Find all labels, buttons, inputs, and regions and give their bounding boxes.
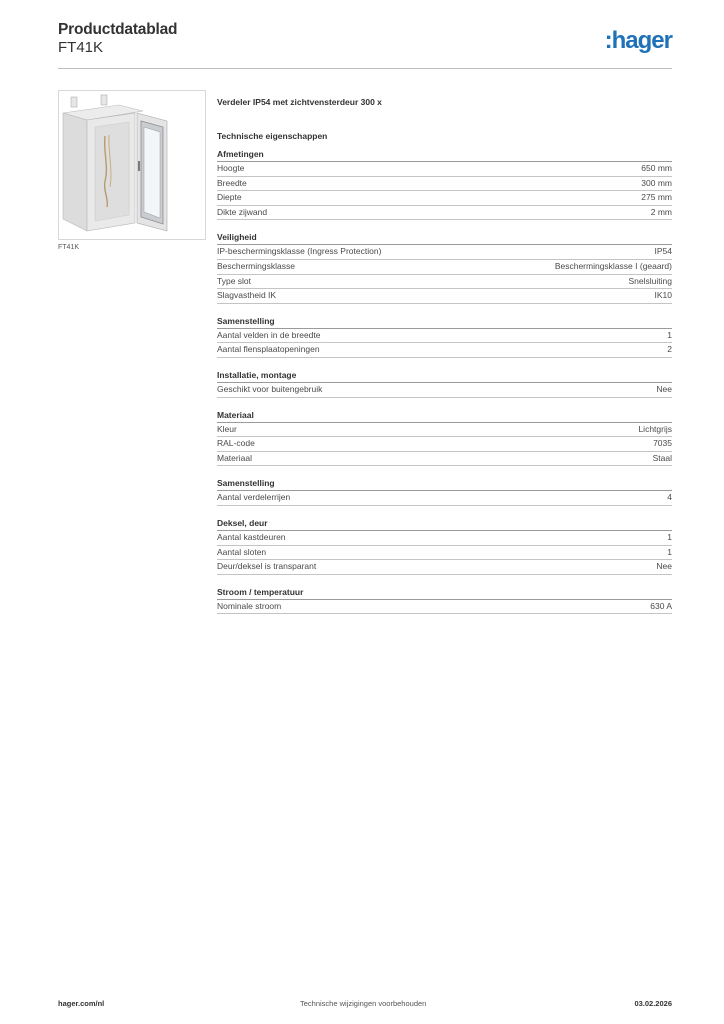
spec-row bbox=[217, 245, 672, 260]
spec-label: Slagvastheid IK bbox=[217, 290, 277, 301]
spec-value: Lichtgrijs bbox=[638, 423, 672, 434]
spec-row bbox=[217, 491, 672, 506]
spec-row bbox=[217, 560, 672, 575]
spec-label: Aantal flensplaatopeningen bbox=[217, 344, 320, 355]
spec-label: Dikte zijwand bbox=[217, 206, 268, 217]
spec-row bbox=[217, 289, 672, 304]
spec-label: Nominale stroom bbox=[217, 600, 282, 611]
enclosure-product-photo-icon bbox=[59, 91, 205, 239]
product-image bbox=[58, 90, 206, 240]
spec-value: Nee bbox=[656, 383, 672, 394]
spec-label: Aantal verdelerrijen bbox=[217, 492, 291, 503]
spec-value: 1 bbox=[667, 531, 672, 542]
spec-label: Beschermingsklasse bbox=[217, 260, 295, 271]
spec-value: 275 mm bbox=[641, 192, 672, 203]
spec-value: 2 mm bbox=[650, 206, 672, 217]
image-caption: FT41K bbox=[58, 244, 80, 251]
hager-logo: :hager bbox=[604, 27, 672, 54]
spec-group-title: Stroom / temperatuur bbox=[217, 586, 672, 600]
spec-value: 2 bbox=[667, 344, 672, 355]
spec-label: RAL-code bbox=[217, 438, 255, 449]
spec-row bbox=[217, 177, 672, 192]
spec-value: 630 A bbox=[650, 600, 672, 611]
spec-content bbox=[217, 96, 672, 614]
spec-row bbox=[217, 531, 672, 546]
spec-label: Materiaal bbox=[217, 452, 252, 463]
spec-group-title: Veiligheid bbox=[217, 231, 672, 245]
spec-row bbox=[217, 329, 672, 344]
spec-label: Type slot bbox=[217, 275, 252, 286]
product-name: Verdeler IP54 met zichtvensterdeur 300 x bbox=[217, 97, 382, 107]
footer-website: hager.com/nl bbox=[58, 999, 105, 1008]
spec-value: 4 bbox=[667, 492, 672, 503]
spec-value: IP54 bbox=[654, 246, 672, 257]
spec-value: IK10 bbox=[654, 290, 672, 301]
spec-row bbox=[217, 260, 672, 275]
spec-value: 300 mm bbox=[641, 177, 672, 188]
spec-value: Snelsluiting bbox=[628, 275, 672, 286]
spec-value: 7035 bbox=[653, 438, 672, 449]
section-title: Technische eigenschappen bbox=[217, 131, 328, 141]
footer-date: 03.02.2026 bbox=[634, 999, 672, 1008]
spec-label: Kleur bbox=[217, 423, 237, 434]
spec-row bbox=[217, 206, 672, 221]
spec-row bbox=[217, 275, 672, 290]
spec-row bbox=[217, 162, 672, 177]
footer-notice: Technische wijzigingen voorbehouden bbox=[300, 999, 427, 1008]
spec-label: Deur/deksel is transparant bbox=[217, 561, 317, 572]
spec-row bbox=[217, 600, 672, 615]
spec-value: 650 mm bbox=[641, 163, 672, 173]
spec-label: IP-beschermingsklasse (Ingress Protection) bbox=[217, 246, 382, 257]
spec-value: Nee bbox=[656, 561, 672, 572]
spec-row bbox=[217, 546, 672, 561]
spec-value: Staal bbox=[652, 452, 672, 463]
spec-row bbox=[217, 452, 672, 467]
spec-group-title: Deksel, deur bbox=[217, 517, 672, 531]
spec-row bbox=[217, 383, 672, 398]
page-title: Productdatablad bbox=[58, 21, 178, 38]
spec-group-title: Samenstelling bbox=[217, 315, 672, 329]
spec-row bbox=[217, 343, 672, 358]
spec-value: 1 bbox=[667, 546, 672, 557]
spec-label: Geschikt voor buitengebruik bbox=[217, 383, 323, 394]
spec-label: Aantal sloten bbox=[217, 546, 267, 557]
spec-label: Breedte bbox=[217, 177, 247, 188]
spec-row bbox=[217, 437, 672, 452]
product-code: FT41K bbox=[58, 39, 104, 56]
spec-row bbox=[217, 423, 672, 438]
spec-group-title: Afmetingen bbox=[217, 148, 672, 162]
spec-label: Aantal velden in de breedte bbox=[217, 329, 321, 340]
spec-group-title: Materiaal bbox=[217, 409, 672, 423]
spec-row bbox=[217, 191, 672, 206]
spec-group-title: Installatie, montage bbox=[217, 369, 672, 383]
spec-label: Diepte bbox=[217, 192, 242, 203]
spec-value: 1 bbox=[667, 329, 672, 340]
spec-group-title: Samenstelling bbox=[217, 477, 672, 491]
spec-groups bbox=[217, 148, 672, 614]
header-divider bbox=[58, 68, 672, 69]
spec-label: Aantal kastdeuren bbox=[217, 531, 286, 542]
spec-label: Hoogte bbox=[217, 163, 245, 173]
spec-value: Beschermingsklasse I (geaard) bbox=[554, 260, 672, 271]
